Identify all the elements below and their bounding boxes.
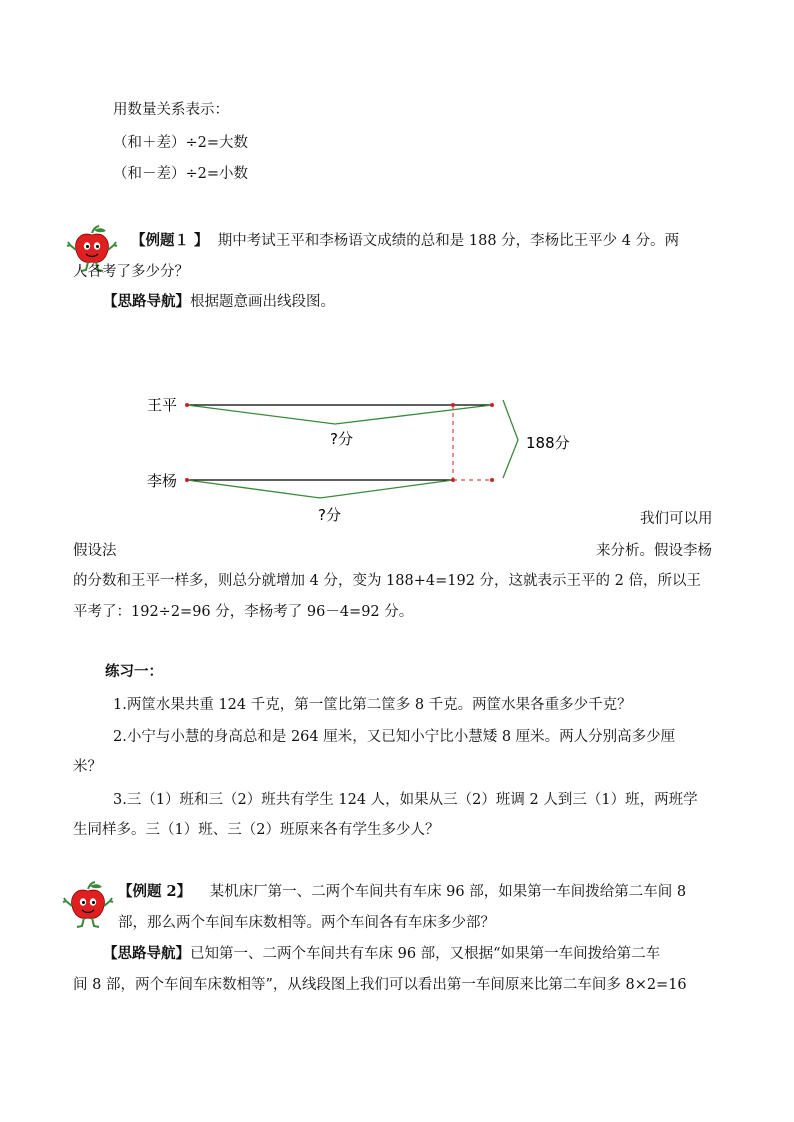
formula-small: （和－差）÷2=小数: [113, 166, 249, 182]
practice1-q3-line2: 生同样多。三（1）班、三（2）班原来各有学生多少人？: [73, 822, 440, 838]
point: [490, 478, 494, 482]
intro-lead: 用数量关系表示：: [113, 102, 229, 118]
example2-label: 【例题 2】: [118, 883, 192, 900]
example2-hint-line1: 【思路导航】已知第一、二两个车间共有车床 96 部，又根据“如果第一车间拨给第二车: [103, 945, 661, 962]
example1-label: 【例题１ 】: [131, 232, 209, 249]
practice1-q2-line1: 2.小宁与小慧的身高总和是 264 厘米，又已知小宁比小慧矮 8 厘米。两人分别高多少厘: [113, 729, 676, 745]
brace-wang: [187, 405, 492, 424]
example2-text-line2: 部，那么两个车间车床数相等。两个车间各有车床多少部？: [118, 915, 495, 931]
example1-text-line2: 人各考了多少分？: [73, 264, 189, 280]
point: [451, 403, 455, 407]
q-wang: ?分: [330, 430, 353, 448]
practice1-q2-line2: 米？: [73, 759, 102, 775]
example2-text-line1: 【例题 2】 某机床厂第一、二两个车间共有车床 96 部，如果第一车间拨给第二车间 8: [118, 883, 687, 900]
point: [185, 403, 189, 407]
hint-label: 【思路导航】: [103, 945, 190, 962]
example2-hint-line2: 间 8 部，两个车间车床数相等”，从线段图上我们可以看出第一车间原来比第二车间多 8×2=16: [73, 977, 687, 993]
analysis-line2-left: 假设法: [73, 543, 117, 559]
analysis-tail: 我们可以用: [640, 511, 713, 527]
analysis-line2-right: 来分析。假设李杨: [596, 543, 712, 559]
practice1-q3-line1: 3.三（1）班和三（2）班共有学生 124 人，如果从三（2）班调 2 人到三（1）班，两班学: [113, 792, 698, 808]
practice1-title: 练习一：: [105, 663, 163, 680]
hint-text: 根据题意画出线段图。: [190, 294, 335, 310]
point: [185, 478, 189, 482]
analysis-line3: 的分数和王平一样多，则总分就增加 4 分，变为 188+4=192 分，这就表示王平的 2 倍，所以王: [73, 573, 701, 589]
total-label: 188分: [526, 434, 570, 452]
analysis-line4: 平考了：192÷2=96 分，李杨考了 96－4=92 分。: [73, 604, 414, 620]
brace-li: [187, 480, 453, 498]
label-wang: 王平: [147, 396, 178, 414]
label-li: 李杨: [147, 472, 178, 490]
apple-mascot-icon: [62, 880, 114, 932]
example1-text-line1: 【例题１ 】 期中考试王平和李杨语文成绩的总和是 188 分，李杨比王平少 4 分。两: [131, 232, 680, 249]
formula-big: （和＋差）÷2=大数: [113, 135, 249, 151]
brace-total: [503, 400, 518, 478]
q-li: ?分: [318, 506, 341, 524]
example1-hint: [103, 292, 335, 312]
point: [451, 478, 455, 482]
hint-label: 【思路导航】: [103, 293, 190, 310]
line-segment-diagram: [0, 380, 794, 530]
practice1-q1: 1.两筐水果共重 124 千克，第一筐比第二筐多 8 千克。两筐水果各重多少千克？: [113, 697, 632, 713]
point: [490, 403, 494, 407]
